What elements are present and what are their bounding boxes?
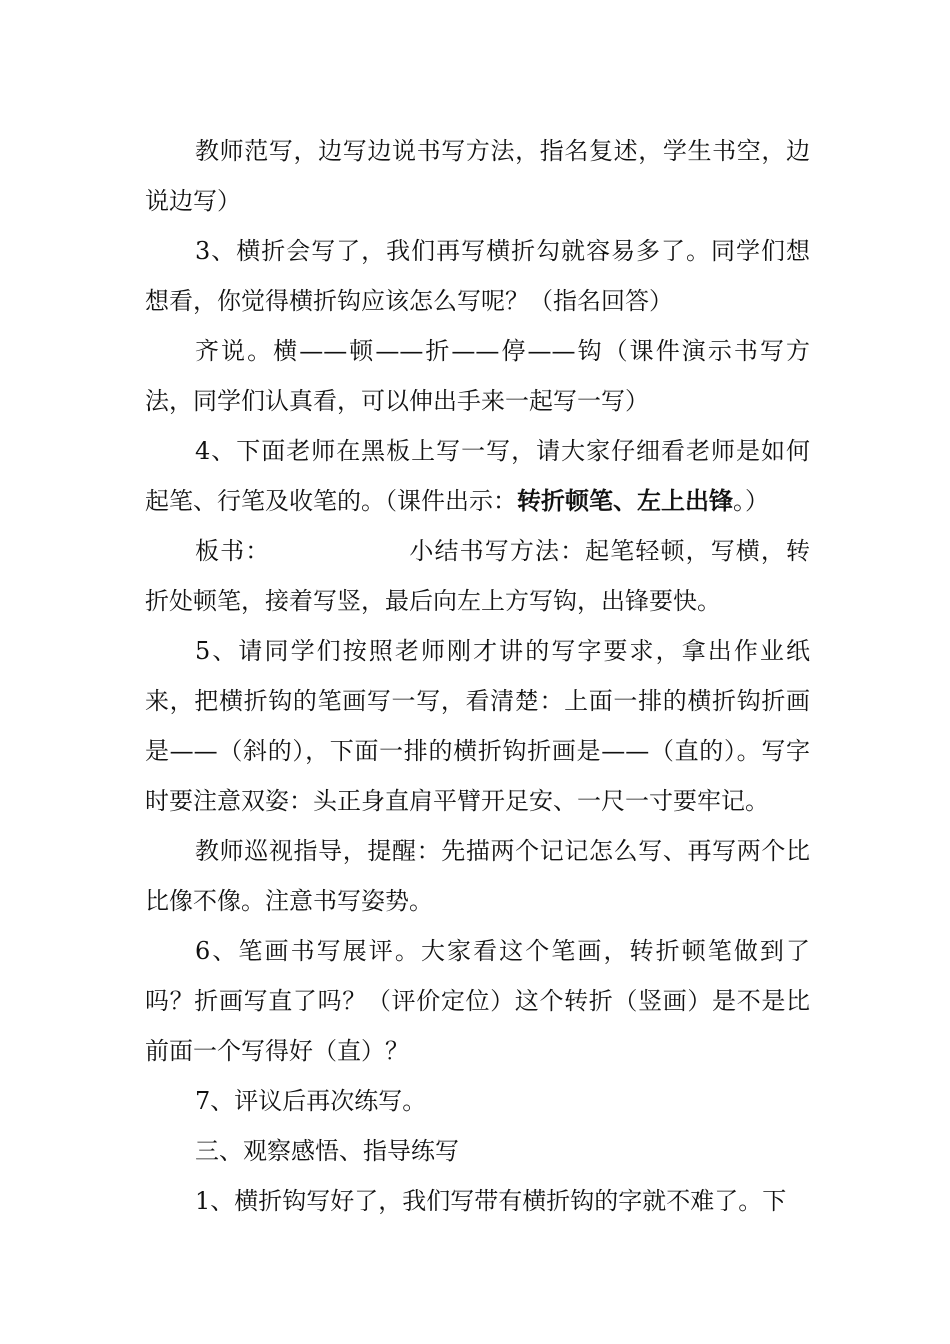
paragraph-step-5: 5、请同学们按照老师刚才讲的写字要求，拿出作业纸来，把横折钩的笔画写一写，看清楚：上面一排的横折钩折画是——（斜的），下面一排的横折钩折画是——（直的）。写字时要注意双姿：头正身直肩平臂开足安、一尺一寸要牢记。 bbox=[145, 637, 810, 815]
section-heading-3: 三、观察感悟、指导练写 bbox=[195, 1137, 459, 1165]
board-writing-label: 板书： bbox=[195, 537, 271, 565]
paragraph-step-7: 7、评议后再次练写。 bbox=[195, 1087, 427, 1115]
paragraph-chorus: 齐说。横——顿——折——停——钩（课件演示书写方法，同学们认真看，可以伸出手来一起写一写） bbox=[145, 337, 810, 415]
step-4-closing: 。） bbox=[733, 487, 769, 515]
paragraph-teacher-demo: 教师范写，边写边说书写方法，指名复述，学生书空，边说边写） bbox=[145, 137, 810, 215]
step-4-bold-text: 转折顿笔、左上出锋 bbox=[517, 487, 733, 515]
paragraph-step-4 bbox=[145, 426, 810, 526]
document-body bbox=[145, 126, 810, 1226]
paragraph-board-writing bbox=[145, 526, 810, 626]
paragraph-teacher-guidance: 教师巡视指导，提醒：先描两个记记怎么写、再写两个比比像不像。注意书写姿势。 bbox=[145, 837, 810, 915]
board-writing-summary: 小结书写方法：起笔轻顿，写横，转折处顿笔，接着写竖，最后向左上方写钩，出锋要快。 bbox=[145, 537, 811, 615]
paragraph-step-6: 6、笔画书写展评。大家看这个笔画，转折顿笔做到了吗？折画写直了吗？（评价定位）这个转折（竖画）是不是比前面一个写得好（直）？ bbox=[145, 937, 810, 1065]
paragraph-step-3: 3、横折会写了，我们再写横折勾就容易多了。同学们想想看，你觉得横折钩应该怎么写呢？（指名回答） bbox=[145, 237, 810, 315]
step-4-text: 4、下面老师在黑板上写一写，请大家仔细看老师是如何起笔、行笔及收笔的。（课件出示： bbox=[145, 437, 810, 515]
paragraph-section-3-step-1: 1、横折钩写好了，我们写带有横折钩的字就不难了。下 bbox=[195, 1187, 787, 1215]
